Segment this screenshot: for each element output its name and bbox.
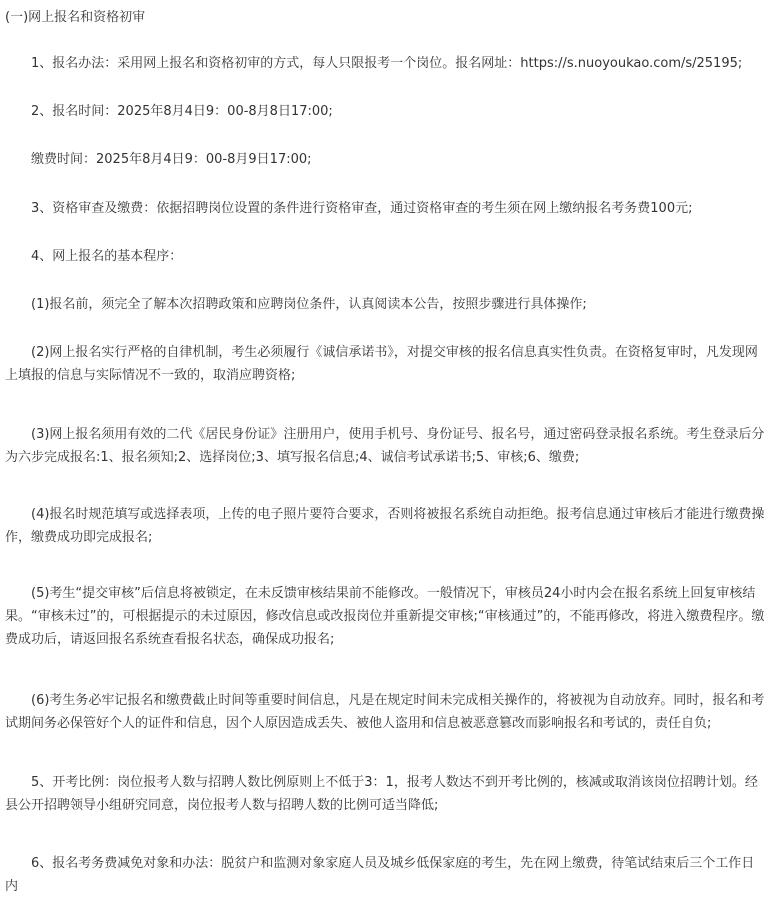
paragraph-payment-time: 缴费时间：2025年8月4日9：00-8月9日17:00; xyxy=(31,152,312,167)
paragraph-basic-procedure: 4、网上报名的基本程序： xyxy=(31,249,183,264)
paragraph-step-4: (4)报名时规范填写或选择表项，上传的电子照片要符合要求，否则将被报名系统自动拒绝。报考信息通过审核后才能进行缴费操作，缴费成功即完成报名; xyxy=(5,507,765,545)
paragraph-fee-waiver: 6、报名考务费减免对象和办法：脱贫户和监测对象家庭人员及城乡低保家庭的考生，先在网上缴费，待笔试结束后三个工作日内 xyxy=(5,856,755,894)
paragraph-registration-method: 1、报名办法：采用网上报名和资格初审的方式，每人只限报考一个岗位。报名网址：https://s.nuoyoukao.com/s/25195; xyxy=(31,56,743,71)
paragraph-step-6: (6)考生务必牢记报名和缴费截止时间等重要时间信息，凡是在规定时间未完成相关操作的，将被视为自动放弃。同时，报名和考试期间务必保管好个人的证件和信息，因个人原因造成丢失、被他人盗用和信息被恶意篡改而影响报名和考试的，责任自负; xyxy=(5,693,765,731)
paragraph-step-3: (3)网上报名须用有效的二代《居民身份证》注册用户，使用手机号、身份证号、报名号，通过密码登录报名系统。考生登录后分为六步完成报名:1、报名须知;2、选择岗位;3、填写报名信息;4、诚信考试承诺书;5、审核;6、缴费; xyxy=(5,427,765,465)
paragraph-step-2: (2)网上报名实行严格的自律机制，考生必须履行《诚信承诺书》，对提交审核的报名信息真实性负责。在资格复审时，凡发现网上填报的信息与实际情况不一致的，取消应聘资格; xyxy=(5,345,758,383)
paragraph-step-5: (5)考生“提交审核”后信息将被锁定，在未反馈审核结果前不能修改。一般情况下，审核员24小时内会在报名系统上回复审核结果。“审核未过”的，可根据提示的未过原因，修改信息或改报岗位并重新提交审核;“审核通过”的，不能再修改，将进入缴费程序。缴费成功后，请返回报名系统查看报名状态，确保成功报名; xyxy=(5,586,765,647)
paragraph-exam-ratio: 5、开考比例：岗位报考人数与招聘人数比例原则上不低于3：1，报考人数达不到开考比例的，核减或取消该岗位招聘计划。经县公开招聘领导小组研究同意，岗位报考人数与招聘人数的比例可适当降低; xyxy=(5,775,758,813)
paragraph-registration-time: 2、报名时间：2025年8月4日9：00-8月8日17:00; xyxy=(31,104,333,119)
section-heading: (一)网上报名和资格初审 xyxy=(5,10,146,25)
paragraph-step-1: (1)报名前，须完全了解本次招聘政策和应聘岗位条件，认真阅读本公告，按照步骤进行具体操作; xyxy=(31,297,587,312)
paragraph-qualification-review: 3、资格审查及缴费：依据招聘岗位设置的条件进行资格审查，通过资格审查的考生须在网上缴纳报名考务费100元; xyxy=(31,201,693,216)
